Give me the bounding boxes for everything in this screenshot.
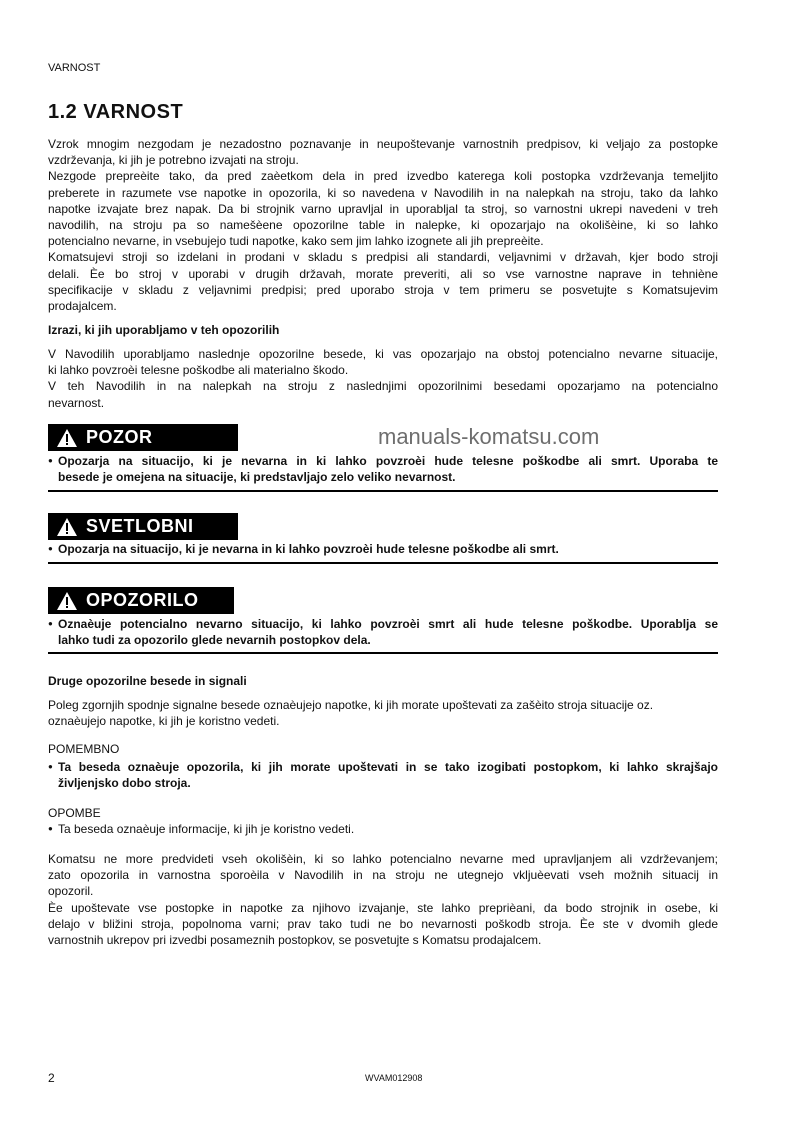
- signal-opozorilo-text: [48, 616, 718, 648]
- bullet-text: Ta beseda oznaèuje informacije, ki jih je koristno vedeti.: [58, 822, 355, 836]
- warning-triangle-icon: [56, 591, 78, 611]
- terms-text: [48, 346, 718, 411]
- bullet-text: Opozarja na situacijo, ki je nevarna in ki lahko povzroèi hude telesne poškodbe ali smrt.: [58, 542, 559, 556]
- notes-text: [48, 821, 718, 837]
- text-line: V Navodilih uporabljamo naslednje opozorilne besede, ki vas opozarjajo na obstoj potencialno nevarne situacije,: [48, 347, 718, 361]
- text-line: preberete in razumete vse napotke in opozorila, ki so navedena v Navodilih in na nalepkah na stroju, tako da lahko: [48, 185, 718, 200]
- text-line: ki lahko povzroèi telesne poškodbe ali materialno škodo.: [48, 363, 349, 378]
- text-line: specifikacije v skladu z veljavnimi predpisi; pred uporabo stroja v tem primeru se posvetujte s Komatsujevim: [48, 282, 718, 297]
- terms-heading: Izrazi, ki jih uporabljamo v teh opozorilih: [48, 323, 280, 337]
- doc-code: WVAM012908: [365, 1073, 423, 1083]
- notes-label: OPOMBE: [48, 806, 101, 820]
- divider: [48, 490, 718, 492]
- warning-triangle-icon: [56, 428, 78, 448]
- bullet-line: [48, 821, 718, 837]
- bullet-text: Opozarja na situacijo, ki je nevarna in ki lahko povzroèi hude telesne poškodbe ali smrt. Uporaba te: [58, 454, 718, 468]
- important-text: [48, 759, 718, 791]
- signal-label: SVETLOBNI: [86, 516, 194, 536]
- bullet-icon: ●: [48, 824, 53, 833]
- bullet-icon: ●: [48, 762, 53, 771]
- page-title: 1.2 VARNOST: [48, 101, 184, 123]
- important-label: POMEMBNO: [48, 742, 120, 756]
- bullet-line: [48, 632, 718, 648]
- text-line: delali. Èe bo stroj v uporabi v drugih državah, morate preveriti, ali so vse varnostne naprave in tehniène: [48, 266, 718, 281]
- text-line: navodilih, na stroju pa so namešèene opozorilne table in nalepke, ki opozarjajo na okolišèine, ki so lahko: [48, 218, 718, 233]
- text-line: V teh Navodilih in na nalepkah na stroju z naslednjimi opozorilnimi besedami opozarjamo na potencialno: [48, 379, 718, 394]
- signal-label: OPOZORILO: [86, 590, 199, 610]
- text-line: Vzrok mnogim nezgodam je nezadostno poznavanje in neupoštevanje varnostnih predpisov, ki veljajo za postopke: [48, 137, 718, 151]
- bullet-line: [48, 775, 718, 791]
- text-line: prodajalcem.: [48, 299, 117, 314]
- divider: [48, 652, 718, 654]
- other-text: [48, 697, 718, 729]
- bullet-line: [48, 469, 718, 485]
- text-line: vzdrževanja, ki jih je potrebno izvajati na stroju.: [48, 153, 299, 168]
- text-line: Komatsu ne more predvideti vseh okolišèin, ki so lahko potencialno nevarne med upravljanjem ali vzdrževanjem;: [48, 852, 718, 866]
- bullet-line: [48, 541, 718, 557]
- signal-pozor: [48, 424, 238, 451]
- bullet-icon: ●: [48, 456, 53, 465]
- text-line: opozoril.: [48, 884, 94, 899]
- text-line: Poleg zgornjih spodnje signalne besede oznaèujejo napotke, ki jih morate upoštevati za zašèito stroja situacije oz.: [48, 698, 654, 712]
- signal-pozor-text: [48, 453, 718, 485]
- running-header: VARNOST: [48, 62, 101, 74]
- signal-label: POZOR: [86, 427, 153, 447]
- text-line: oznaèujejo napotke, ki jih je koristno vedeti.: [48, 714, 280, 729]
- page-number: 2: [48, 1071, 55, 1085]
- bullet-line: [48, 453, 718, 469]
- bullet-text: lahko tudi za opozorilo glede nevarnih postopkov dela.: [58, 633, 371, 648]
- warning-triangle-icon: [56, 517, 78, 537]
- other-heading: Druge opozorilne besede in signali: [48, 674, 247, 688]
- bullet-line: [48, 759, 718, 775]
- bullet-icon: ●: [48, 619, 53, 628]
- bullet-text: besede je omejena na situacije, ki predstavljajo zelo veliko nevarnost.: [58, 470, 456, 485]
- text-line: varnostnih ukrepov pri izvedbi posameznih postopkov, se posvetujte s Komatsu prodajalcem.: [48, 933, 542, 948]
- text-line: potencialno nevarne, in vsebujejo tudi napotke, kako sem jim lahko izognete ali jih prepreèite.: [48, 234, 544, 249]
- signal-svetlobni: [48, 513, 238, 540]
- signal-svetlobni-text: [48, 541, 718, 557]
- text-line: napotke izvajate brez napak. Da bi strojnik varno upravljal in uporabljal ta stroj, so varnostni ukrepi navedeni v treh: [48, 201, 718, 216]
- intro-text: [48, 136, 718, 314]
- bullet-text: življenjsko dobo stroja.: [58, 776, 191, 791]
- bullet-line: [48, 616, 718, 632]
- bullet-text: Oznaèuje potencialno nevarno situacijo, ki lahko povzroèi smrt ali hude telesne poškodbe. Uporablja se: [58, 617, 718, 631]
- signal-opozorilo: [48, 587, 234, 614]
- text-line: Nezgode prepreèite tako, da pred zaèetkom dela in pred izvedbo katerega koli postopka vzdrževanja temeljito: [48, 169, 718, 184]
- bullet-icon: ●: [48, 544, 53, 553]
- closing-text: [48, 851, 718, 948]
- text-line: delajo v bližini stroja, popolnoma varni; prav tako tudi ne bo nevarnosti poškodb stroja. Èe ste v dvomih glede: [48, 916, 718, 931]
- text-line: zato opozorila in varnostna sporoèila v Navodilih in na stroju ne utegnejo vkljuèevati vseh možnih situacij in: [48, 868, 718, 883]
- watermark: manuals-komatsu.com: [378, 424, 600, 449]
- text-line: Komatsujevi stroji so izdelani in prodani v skladu s predpisi ali standardi, veljavnimi v državah, kjer bodo stroji: [48, 250, 718, 265]
- bullet-text: Ta beseda oznaèuje opozorila, ki jih morate upoštevati in se tako izogibati postopkom, ki lahko skrajšajo: [58, 760, 718, 774]
- divider: [48, 562, 718, 564]
- text-line: nevarnost.: [48, 395, 105, 410]
- text-line: Èe upoštevate vse postopke in napotke za njihovo izvajanje, ste lahko preprièani, da bodo strojnik in osebe, ki: [48, 900, 718, 915]
